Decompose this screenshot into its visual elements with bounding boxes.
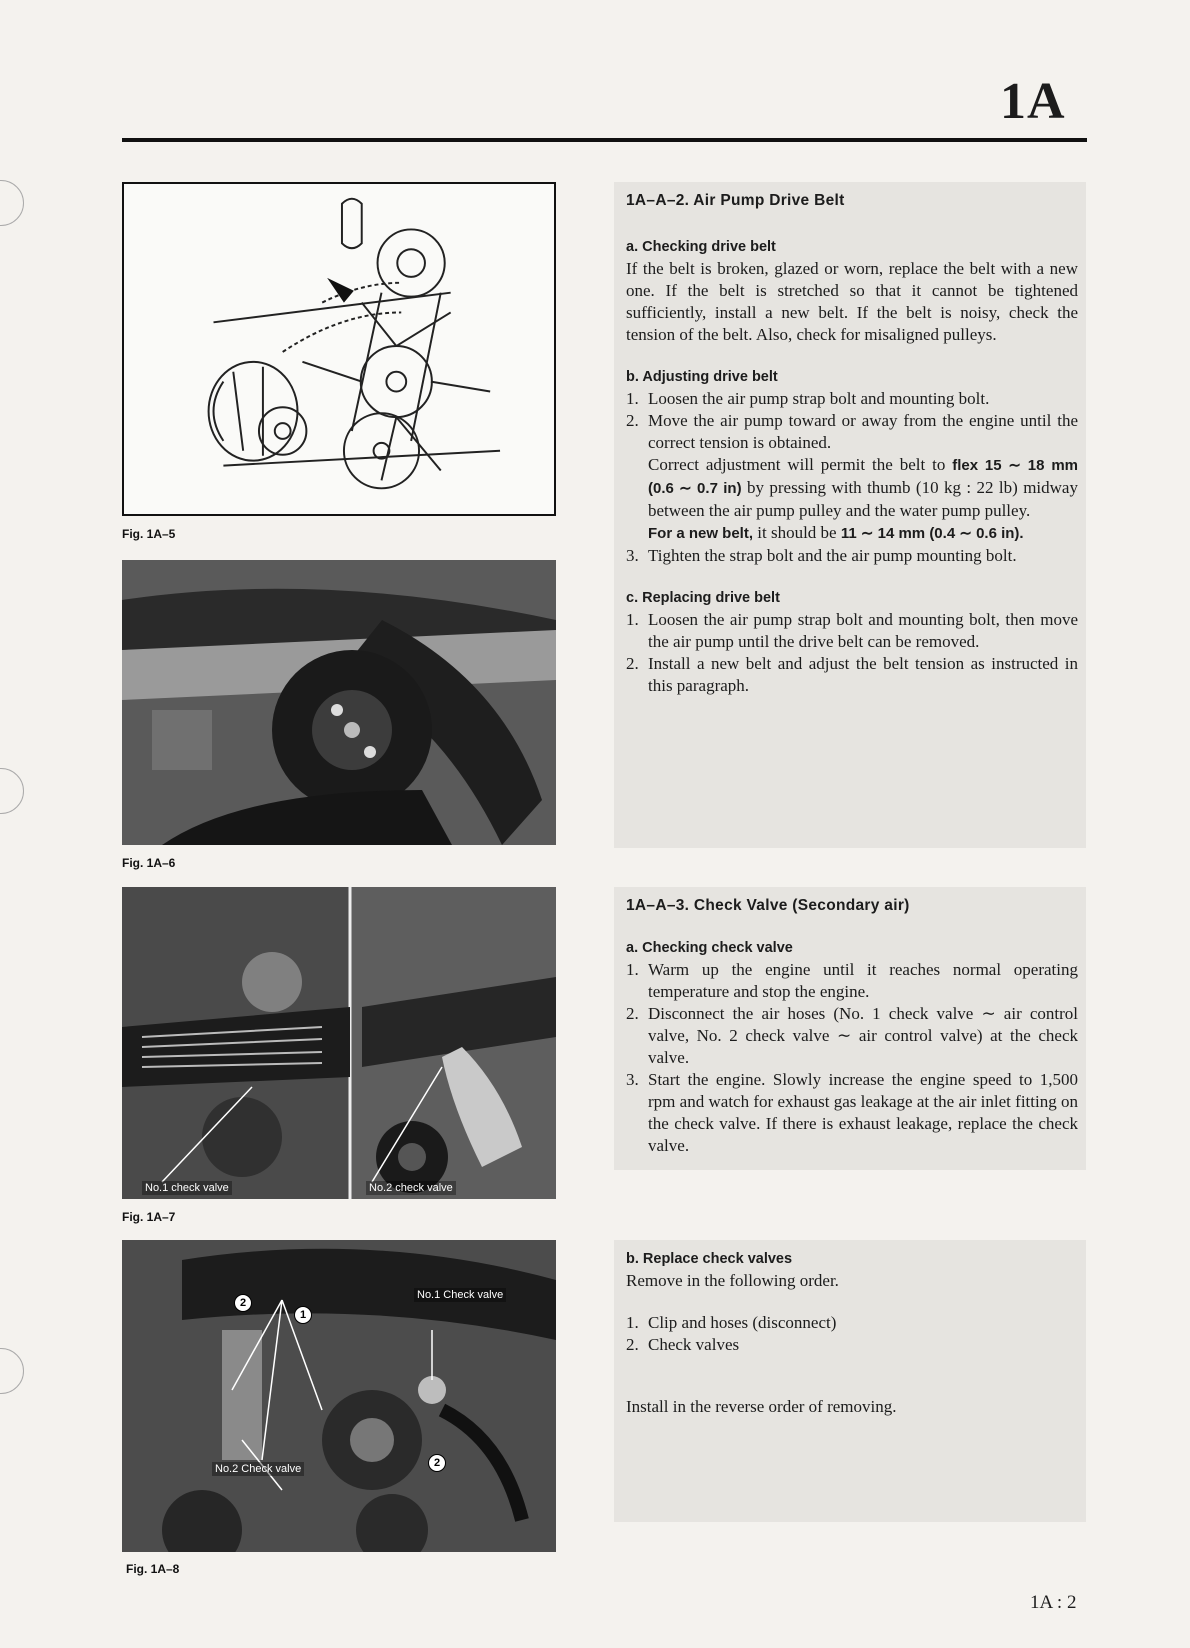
replace-check-valves-section — [614, 1240, 1086, 1522]
new-belt-note: For a new belt, it should be 11 ∼ 14 mm (0.4 ∼ 0.6 in). — [648, 523, 1024, 542]
paragraph: Remove in the following order. — [626, 1271, 839, 1290]
check-valve-location-photo — [122, 1240, 556, 1552]
section-code: 1A — [1000, 73, 1066, 130]
list-item: 3. Tighten the strap bolt and the air pump mounting bolt. — [626, 546, 1017, 565]
paragraph: Install in the reverse order of removing. — [626, 1397, 897, 1416]
figure-caption: Fig. 1A–5 — [122, 527, 176, 541]
list-item: 2. Check valves — [626, 1335, 740, 1354]
subsection-heading: b. Replace check valves — [626, 1251, 793, 1267]
subsection-heading: b. Adjusting drive belt — [626, 369, 778, 385]
check-valve-section — [614, 887, 1086, 1170]
binder-hole — [0, 768, 24, 814]
engine-belt-drawing — [124, 184, 554, 514]
subsection-heading: c. Replacing drive belt — [626, 590, 780, 606]
no2-check-valve-label: No.2 check valve — [366, 1181, 456, 1195]
figure-caption: Fig. 1A–7 — [122, 1210, 176, 1224]
subsection-heading: a. Checking drive belt — [626, 239, 776, 255]
subsection-heading: a. Checking check valve — [626, 940, 793, 956]
air-pump-drive-belt-section — [614, 182, 1086, 848]
binder-hole — [0, 1348, 24, 1394]
binder-hole — [0, 180, 24, 226]
figure-caption: Fig. 1A–6 — [122, 856, 176, 870]
header-rule — [122, 138, 1087, 142]
engine-photo — [122, 560, 556, 845]
figure-1a-8-photo — [122, 1240, 556, 1552]
list-item: 2. Move the air pump toward or away from the engine until the correct tension is obtained. Correct adjustment will permit the belt to flex 15 ∼ 18 mm (0.6 ∼ 0.7 in) by pressing with thumb (10 kg : 22 lb) midway between the air pump pulley and the water pump pulley. For a new belt, it should be 11 ∼ 14 mm (0.4 ∼ 0.6 in). — [626, 410, 1078, 545]
no1-check-valve-label: No.1 Check valve — [414, 1288, 506, 1302]
figure-1a-7-photo — [122, 887, 556, 1199]
callout-2: 2 — [234, 1294, 252, 1312]
no1-check-valve-label: No.1 check valve — [142, 1181, 232, 1195]
steps-list — [626, 388, 1078, 567]
figure-1a-6-photo — [122, 560, 556, 845]
page-number: 1A : 2 — [1030, 1592, 1077, 1613]
list-item: 2. Install a new belt and adjust the belt tension as instructed in this paragraph. — [626, 654, 1078, 695]
list-item: 1. Clip and hoses (disconnect) — [626, 1313, 837, 1332]
section-title: 1A–A–2. Air Pump Drive Belt — [626, 192, 845, 209]
no2-check-valve-label: No.2 Check valve — [212, 1462, 304, 1476]
list-item: 1. Warm up the engine until it reaches normal operating temperature and stop the engine. — [626, 960, 1078, 1001]
callout-2: 2 — [428, 1454, 446, 1472]
list-item: 1. Loosen the air pump strap bolt and mounting bolt, then move the air pump until the drive belt can be removed. — [626, 610, 1078, 651]
paragraph: If the belt is broken, glazed or worn, replace the belt with a new one. If the belt is stretched so that it cannot be tightened sufficiently, install a new belt. If the belt is noisy, check the tension of the belt. Also, check for misaligned pulleys. — [626, 259, 1078, 344]
steps-list — [626, 609, 1078, 697]
figure-1a-5-drawing — [122, 182, 556, 516]
adjustment-note: Correct adjustment will permit the belt to flex 15 ∼ 18 mm (0.6 ∼ 0.7 in) by pressing with thumb (10 kg : 22 lb) midway between the air pump pulley and the water pump pulley. — [648, 455, 1078, 520]
steps-list — [626, 959, 1078, 1157]
check-valve-photo — [122, 887, 556, 1199]
steps-list — [626, 1312, 1078, 1356]
list-item: 3. Start the engine. Slowly increase the engine speed to 1,500 rpm and watch for exhaust gas leakage at the air inlet fitting on the check valve. If there is exhaust leakage, replace the check valve. — [626, 1070, 1078, 1155]
callout-1: 1 — [294, 1306, 312, 1324]
figure-caption: Fig. 1A–8 — [126, 1562, 180, 1576]
list-item: 2. Disconnect the air hoses (No. 1 check valve ∼ air control valve, No. 2 check valve ∼ air control valve) at the check valve. — [626, 1004, 1078, 1067]
list-item: 1. Loosen the air pump strap bolt and mounting bolt. — [626, 389, 990, 408]
section-title: 1A–A–3. Check Valve (Secondary air) — [626, 897, 910, 914]
